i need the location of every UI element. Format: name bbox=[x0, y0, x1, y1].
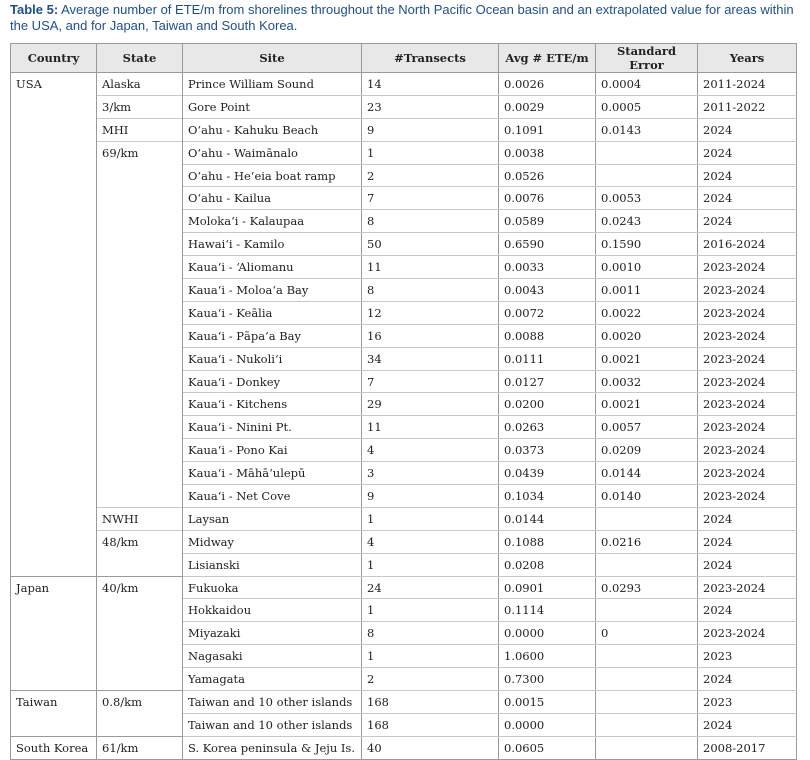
cell-transects: 14 bbox=[362, 73, 499, 96]
cell-standard-error: 0.0053 bbox=[596, 187, 698, 210]
table-row bbox=[11, 118, 797, 141]
cell-standard-error: 0.0005 bbox=[596, 95, 698, 118]
table-row bbox=[11, 622, 797, 645]
cell-state bbox=[97, 279, 183, 302]
cell-state bbox=[97, 164, 183, 187]
cell-country bbox=[11, 645, 97, 668]
cell-standard-error: 0.0140 bbox=[596, 485, 698, 508]
cell-state bbox=[97, 324, 183, 347]
cell-standard-error: 0.0010 bbox=[596, 256, 698, 279]
header-standard-error: Standard Error bbox=[596, 44, 698, 73]
cell-state bbox=[97, 553, 183, 576]
cell-transects: 8 bbox=[362, 210, 499, 233]
cell-avg-ete: 0.0111 bbox=[499, 347, 596, 370]
cell-country bbox=[11, 347, 97, 370]
cell-years: 2023-2024 bbox=[698, 393, 797, 416]
cell-country bbox=[11, 416, 97, 439]
cell-state bbox=[97, 347, 183, 370]
cell-avg-ete: 0.0208 bbox=[499, 553, 596, 576]
cell-country bbox=[11, 279, 97, 302]
cell-country bbox=[11, 164, 97, 187]
cell-years: 2011-2024 bbox=[698, 73, 797, 96]
cell-avg-ete: 0.0200 bbox=[499, 393, 596, 416]
cell-years: 2023-2024 bbox=[698, 347, 797, 370]
cell-country bbox=[11, 370, 97, 393]
cell-years: 2023 bbox=[698, 645, 797, 668]
cell-standard-error: 0.0216 bbox=[596, 530, 698, 553]
table-row bbox=[11, 187, 797, 210]
cell-standard-error: 0.0004 bbox=[596, 73, 698, 96]
cell-state bbox=[97, 622, 183, 645]
cell-years: 2024 bbox=[698, 530, 797, 553]
cell-transects: 2 bbox=[362, 164, 499, 187]
table-row bbox=[11, 736, 797, 759]
cell-state bbox=[97, 393, 183, 416]
cell-site: Hawai‘i - Kamilo bbox=[183, 233, 362, 256]
table-row bbox=[11, 141, 797, 164]
cell-transects: 40 bbox=[362, 736, 499, 759]
cell-years: 2023 bbox=[698, 691, 797, 714]
cell-avg-ete: 0.0072 bbox=[499, 301, 596, 324]
cell-site: Miyazaki bbox=[183, 622, 362, 645]
header-avg-ete: Avg # ETE/m bbox=[499, 44, 596, 73]
cell-transects: 24 bbox=[362, 576, 499, 599]
cell-standard-error: 0.0032 bbox=[596, 370, 698, 393]
cell-standard-error: 0.0293 bbox=[596, 576, 698, 599]
cell-state bbox=[97, 233, 183, 256]
cell-years: 2023-2024 bbox=[698, 439, 797, 462]
cell-state: 3/km bbox=[97, 95, 183, 118]
cell-transects: 8 bbox=[362, 279, 499, 302]
cell-site: Kaua‘i - Net Cove bbox=[183, 485, 362, 508]
cell-avg-ete: 0.0144 bbox=[499, 507, 596, 530]
cell-country bbox=[11, 187, 97, 210]
cell-country bbox=[11, 713, 97, 736]
table-row bbox=[11, 576, 797, 599]
cell-standard-error bbox=[596, 141, 698, 164]
cell-state bbox=[97, 256, 183, 279]
cell-country bbox=[11, 599, 97, 622]
cell-state bbox=[97, 370, 183, 393]
cell-transects: 168 bbox=[362, 713, 499, 736]
table-caption bbox=[10, 2, 800, 34]
cell-country bbox=[11, 553, 97, 576]
cell-country bbox=[11, 622, 97, 645]
cell-site: O‘ahu - Waimānalo bbox=[183, 141, 362, 164]
cell-site: Kaua‘i - Keālia bbox=[183, 301, 362, 324]
cell-years: 2023-2024 bbox=[698, 301, 797, 324]
cell-state bbox=[97, 645, 183, 668]
cell-years: 2024 bbox=[698, 141, 797, 164]
cell-site: Taiwan and 10 other islands bbox=[183, 713, 362, 736]
cell-state bbox=[97, 187, 183, 210]
table-row bbox=[11, 645, 797, 668]
cell-standard-error: 0.0057 bbox=[596, 416, 698, 439]
table-row bbox=[11, 256, 797, 279]
cell-country: South Korea bbox=[11, 736, 97, 759]
cell-transects: 4 bbox=[362, 530, 499, 553]
cell-country bbox=[11, 95, 97, 118]
cell-avg-ete: 0.0526 bbox=[499, 164, 596, 187]
cell-transects: 23 bbox=[362, 95, 499, 118]
cell-site: Hokkaidou bbox=[183, 599, 362, 622]
table-row bbox=[11, 393, 797, 416]
table-row bbox=[11, 95, 797, 118]
cell-standard-error bbox=[596, 691, 698, 714]
cell-transects: 9 bbox=[362, 485, 499, 508]
cell-transects: 16 bbox=[362, 324, 499, 347]
cell-transects: 12 bbox=[362, 301, 499, 324]
table-row bbox=[11, 462, 797, 485]
cell-years: 2023-2024 bbox=[698, 485, 797, 508]
cell-country bbox=[11, 462, 97, 485]
cell-avg-ete: 0.0026 bbox=[499, 73, 596, 96]
cell-avg-ete: 0.0043 bbox=[499, 279, 596, 302]
cell-avg-ete: 0.0373 bbox=[499, 439, 596, 462]
cell-site: Kaua‘i - ‘Aliomanu bbox=[183, 256, 362, 279]
cell-years: 2008-2017 bbox=[698, 736, 797, 759]
cell-country bbox=[11, 439, 97, 462]
caption-label: Table 5: bbox=[10, 2, 59, 17]
cell-state: 48/km bbox=[97, 530, 183, 553]
cell-site: Nagasaki bbox=[183, 645, 362, 668]
table-row bbox=[11, 370, 797, 393]
cell-transects: 2 bbox=[362, 668, 499, 691]
cell-transects: 11 bbox=[362, 256, 499, 279]
cell-country bbox=[11, 210, 97, 233]
cell-years: 2023-2024 bbox=[698, 622, 797, 645]
cell-site: Kaua‘i - Māhā‘ulepū bbox=[183, 462, 362, 485]
table-row bbox=[11, 416, 797, 439]
cell-years: 2023-2024 bbox=[698, 370, 797, 393]
cell-years: 2024 bbox=[698, 118, 797, 141]
cell-standard-error bbox=[596, 599, 698, 622]
cell-years: 2024 bbox=[698, 553, 797, 576]
table-row bbox=[11, 210, 797, 233]
cell-standard-error: 0.0011 bbox=[596, 279, 698, 302]
cell-state bbox=[97, 485, 183, 508]
cell-country: USA bbox=[11, 73, 97, 96]
header-site: Site bbox=[183, 44, 362, 73]
cell-transects: 1 bbox=[362, 141, 499, 164]
cell-transects: 34 bbox=[362, 347, 499, 370]
table-row bbox=[11, 668, 797, 691]
cell-country bbox=[11, 256, 97, 279]
cell-years: 2011-2022 bbox=[698, 95, 797, 118]
cell-site: Yamagata bbox=[183, 668, 362, 691]
cell-country: Japan bbox=[11, 576, 97, 599]
cell-years: 2023-2024 bbox=[698, 462, 797, 485]
cell-site: Kaua‘i - Pāpa‘a Bay bbox=[183, 324, 362, 347]
cell-transects: 50 bbox=[362, 233, 499, 256]
cell-standard-error: 0 bbox=[596, 622, 698, 645]
cell-country bbox=[11, 507, 97, 530]
table-row bbox=[11, 301, 797, 324]
cell-site: Lisianski bbox=[183, 553, 362, 576]
cell-avg-ete: 0.0076 bbox=[499, 187, 596, 210]
table-row bbox=[11, 439, 797, 462]
cell-avg-ete: 0.1034 bbox=[499, 485, 596, 508]
table-row bbox=[11, 347, 797, 370]
cell-state bbox=[97, 599, 183, 622]
cell-standard-error: 0.1590 bbox=[596, 233, 698, 256]
cell-country bbox=[11, 301, 97, 324]
cell-transects: 4 bbox=[362, 439, 499, 462]
cell-state: Alaska bbox=[97, 73, 183, 96]
cell-transects: 1 bbox=[362, 599, 499, 622]
cell-site: O‘ahu - Kahuku Beach bbox=[183, 118, 362, 141]
cell-transects: 7 bbox=[362, 370, 499, 393]
cell-transects: 1 bbox=[362, 507, 499, 530]
table-body bbox=[11, 73, 797, 760]
cell-site: Kaua‘i - Donkey bbox=[183, 370, 362, 393]
cell-site: Fukuoka bbox=[183, 576, 362, 599]
cell-state: 40/km bbox=[97, 576, 183, 599]
cell-site: S. Korea peninsula & Jeju Is. bbox=[183, 736, 362, 759]
cell-standard-error: 0.0209 bbox=[596, 439, 698, 462]
cell-transects: 9 bbox=[362, 118, 499, 141]
data-table bbox=[10, 43, 797, 760]
table-row bbox=[11, 691, 797, 714]
cell-site: Kaua‘i - Kitchens bbox=[183, 393, 362, 416]
cell-years: 2024 bbox=[698, 713, 797, 736]
cell-years: 2024 bbox=[698, 599, 797, 622]
cell-avg-ete: 0.0127 bbox=[499, 370, 596, 393]
cell-avg-ete: 0.0038 bbox=[499, 141, 596, 164]
cell-transects: 7 bbox=[362, 187, 499, 210]
cell-standard-error: 0.0021 bbox=[596, 347, 698, 370]
cell-years: 2023-2024 bbox=[698, 576, 797, 599]
table-row bbox=[11, 485, 797, 508]
cell-avg-ete: 0.1091 bbox=[499, 118, 596, 141]
cell-country bbox=[11, 233, 97, 256]
cell-avg-ete: 0.0000 bbox=[499, 622, 596, 645]
cell-years: 2024 bbox=[698, 507, 797, 530]
cell-standard-error: 0.0144 bbox=[596, 462, 698, 485]
cell-country bbox=[11, 485, 97, 508]
cell-years: 2024 bbox=[698, 668, 797, 691]
cell-avg-ete: 0.0015 bbox=[499, 691, 596, 714]
cell-country bbox=[11, 118, 97, 141]
table-row bbox=[11, 553, 797, 576]
cell-standard-error: 0.0022 bbox=[596, 301, 698, 324]
cell-site: Kaua‘i - Moloa‘a Bay bbox=[183, 279, 362, 302]
table-row bbox=[11, 713, 797, 736]
header-country: Country bbox=[11, 44, 97, 73]
table-row bbox=[11, 73, 797, 96]
header-transects: #Transects bbox=[362, 44, 499, 73]
cell-site: Kaua‘i - Nukoli‘i bbox=[183, 347, 362, 370]
table-row bbox=[11, 324, 797, 347]
header-state: State bbox=[97, 44, 183, 73]
cell-site: Gore Point bbox=[183, 95, 362, 118]
table-row bbox=[11, 599, 797, 622]
cell-transects: 1 bbox=[362, 645, 499, 668]
cell-years: 2024 bbox=[698, 187, 797, 210]
cell-transects: 11 bbox=[362, 416, 499, 439]
cell-standard-error: 0.0020 bbox=[596, 324, 698, 347]
table-row bbox=[11, 164, 797, 187]
cell-state bbox=[97, 210, 183, 233]
cell-years: 2023-2024 bbox=[698, 324, 797, 347]
cell-standard-error: 0.0243 bbox=[596, 210, 698, 233]
cell-standard-error bbox=[596, 507, 698, 530]
cell-years: 2023-2024 bbox=[698, 279, 797, 302]
cell-state bbox=[97, 713, 183, 736]
cell-standard-error: 0.0021 bbox=[596, 393, 698, 416]
cell-site: Midway bbox=[183, 530, 362, 553]
cell-site: O‘ahu - He‘eia boat ramp bbox=[183, 164, 362, 187]
cell-standard-error bbox=[596, 164, 698, 187]
table-row bbox=[11, 233, 797, 256]
cell-state bbox=[97, 301, 183, 324]
cell-years: 2024 bbox=[698, 164, 797, 187]
cell-avg-ete: 0.0439 bbox=[499, 462, 596, 485]
cell-years: 2023-2024 bbox=[698, 256, 797, 279]
cell-transects: 3 bbox=[362, 462, 499, 485]
cell-country bbox=[11, 324, 97, 347]
table-row bbox=[11, 279, 797, 302]
cell-state bbox=[97, 416, 183, 439]
cell-country bbox=[11, 530, 97, 553]
cell-avg-ete: 0.0901 bbox=[499, 576, 596, 599]
cell-state bbox=[97, 462, 183, 485]
cell-avg-ete: 0.0589 bbox=[499, 210, 596, 233]
table-row bbox=[11, 507, 797, 530]
cell-standard-error bbox=[596, 713, 698, 736]
cell-state bbox=[97, 439, 183, 462]
cell-site: O‘ahu - Kailua bbox=[183, 187, 362, 210]
cell-avg-ete: 0.0088 bbox=[499, 324, 596, 347]
cell-years: 2016-2024 bbox=[698, 233, 797, 256]
cell-avg-ete: 0.0033 bbox=[499, 256, 596, 279]
cell-avg-ete: 0.0263 bbox=[499, 416, 596, 439]
cell-avg-ete: 0.7300 bbox=[499, 668, 596, 691]
cell-transects: 1 bbox=[362, 553, 499, 576]
table-row bbox=[11, 530, 797, 553]
cell-avg-ete: 0.0605 bbox=[499, 736, 596, 759]
cell-standard-error bbox=[596, 736, 698, 759]
cell-country: Taiwan bbox=[11, 691, 97, 714]
cell-years: 2024 bbox=[698, 210, 797, 233]
cell-avg-ete: 0.0000 bbox=[499, 713, 596, 736]
cell-standard-error bbox=[596, 668, 698, 691]
cell-avg-ete: 1.0600 bbox=[499, 645, 596, 668]
cell-avg-ete: 0.6590 bbox=[499, 233, 596, 256]
cell-site: Taiwan and 10 other islands bbox=[183, 691, 362, 714]
header-row bbox=[11, 44, 797, 73]
cell-transects: 168 bbox=[362, 691, 499, 714]
cell-country bbox=[11, 393, 97, 416]
cell-site: Moloka‘i - Kalaupaa bbox=[183, 210, 362, 233]
header-years: Years bbox=[698, 44, 797, 73]
cell-state: 69/km bbox=[97, 141, 183, 164]
cell-state: 61/km bbox=[97, 736, 183, 759]
cell-state: NWHI bbox=[97, 507, 183, 530]
cell-transects: 8 bbox=[362, 622, 499, 645]
cell-state bbox=[97, 668, 183, 691]
cell-site: Laysan bbox=[183, 507, 362, 530]
cell-standard-error: 0.0143 bbox=[596, 118, 698, 141]
cell-standard-error bbox=[596, 645, 698, 668]
cell-transects: 29 bbox=[362, 393, 499, 416]
cell-years: 2023-2024 bbox=[698, 416, 797, 439]
cell-state: MHI bbox=[97, 118, 183, 141]
cell-site: Kaua‘i - Pono Kai bbox=[183, 439, 362, 462]
cell-site: Kaua‘i - Ninini Pt. bbox=[183, 416, 362, 439]
cell-avg-ete: 0.1088 bbox=[499, 530, 596, 553]
cell-avg-ete: 0.0029 bbox=[499, 95, 596, 118]
caption-text: Average number of ETE/m from shorelines throughout the North Pacific Ocean basin and an extrapolated value for areas within the USA, and for Japan, Taiwan and South Korea. bbox=[10, 2, 794, 33]
cell-standard-error bbox=[596, 553, 698, 576]
cell-avg-ete: 0.1114 bbox=[499, 599, 596, 622]
cell-state: 0.8/km bbox=[97, 691, 183, 714]
cell-country bbox=[11, 668, 97, 691]
cell-country bbox=[11, 141, 97, 164]
cell-site: Prince William Sound bbox=[183, 73, 362, 96]
